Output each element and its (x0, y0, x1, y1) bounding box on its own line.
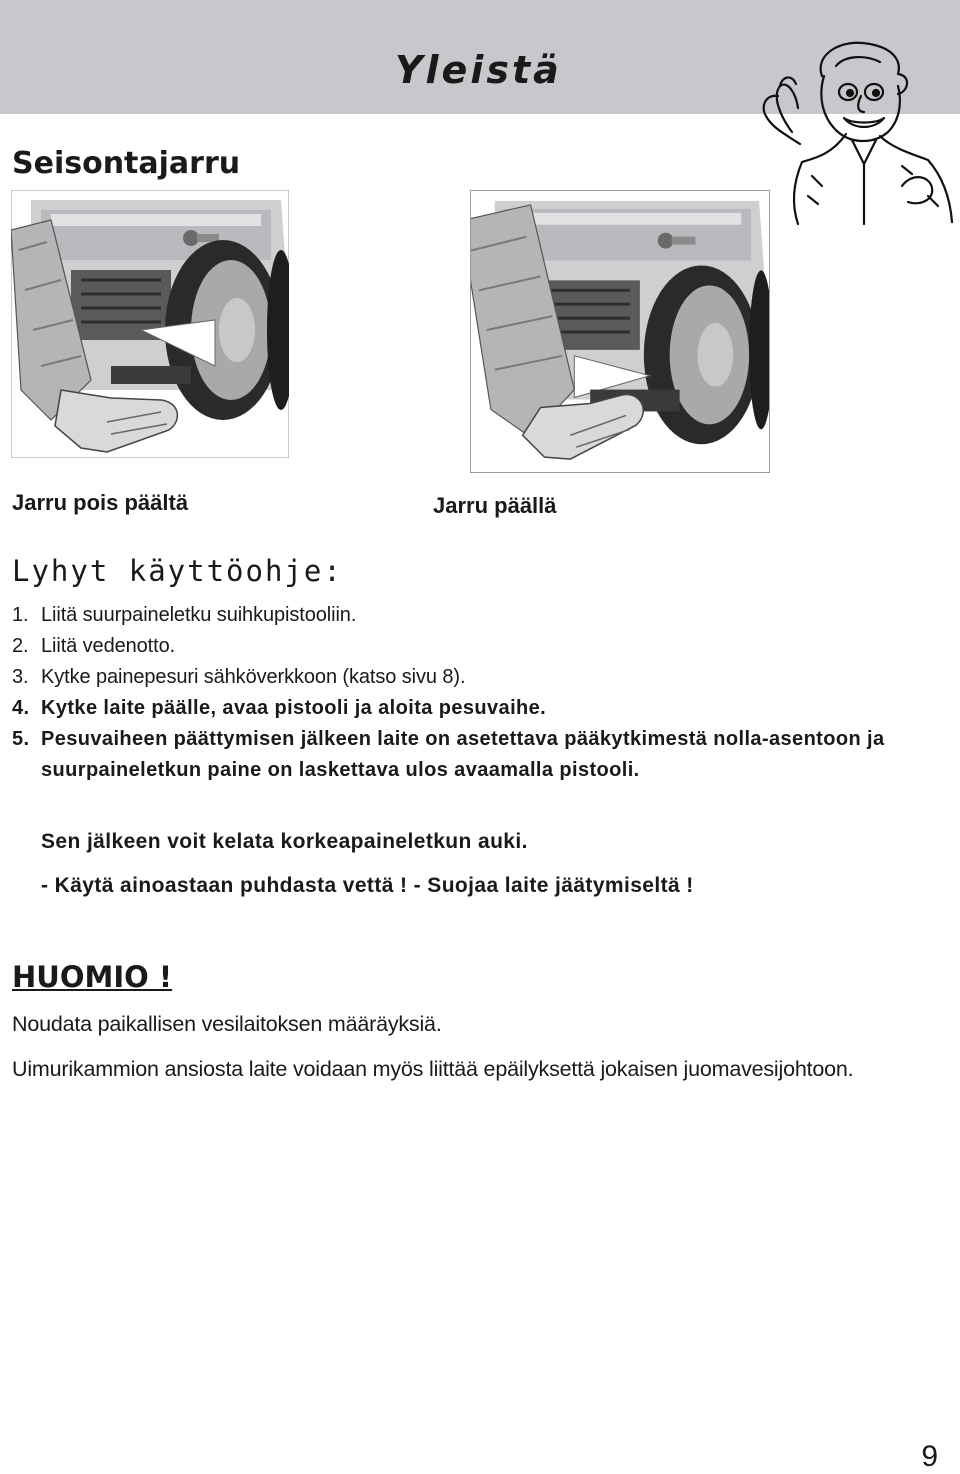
step-number: 3. (12, 666, 29, 688)
mascot-illustration (752, 36, 960, 226)
list-item (12, 600, 942, 631)
step-text: Pesuvaiheen päättymisen jälkeen laite on asetettava pääkytkimestä nolla-asentoon ja suurpaineletkun paine on laskettava ulos avaamalla pistooli. (41, 728, 885, 781)
brake-off-photo (11, 190, 289, 458)
instructions-paragraph: Sen jälkeen voit kelata korkeapaineletkun auki. (41, 830, 528, 853)
page-title: Yleistä (395, 48, 562, 92)
note-line: Noudata paikallisen vesilaitoksen määräyksiä. (12, 1012, 442, 1036)
page-number: 9 (921, 1440, 938, 1473)
brake-on-photo (470, 190, 770, 473)
section-title: Seisontajarru (12, 146, 241, 181)
step-text: Kytke laite päälle, avaa pistooli ja aloita pesuvaihe. (41, 697, 547, 719)
note-line: Uimurikammion ansiosta laite voidaan myös liittää epäilyksettä jokaisen juomavesijohtoon. (12, 1057, 854, 1081)
steps-list (12, 600, 942, 786)
step-number: 2. (12, 635, 29, 657)
caption-brake-on: Jarru päällä (433, 493, 557, 518)
note-heading: HUOMIO ! (12, 960, 173, 994)
list-item (12, 724, 942, 786)
step-number: 5. (12, 728, 30, 750)
step-text: Liitä suurpaineletku suihkupistooliin. (41, 604, 357, 626)
list-item (12, 631, 942, 662)
warning-paragraph: - Käytä ainoastaan puhdasta vettä ! - Suojaa laite jäätymiseltä ! (41, 874, 694, 897)
list-item (12, 662, 942, 693)
step-text: Kytke painepesuri sähköverkkoon (katso sivu 8). (41, 666, 466, 688)
step-number: 4. (12, 697, 30, 719)
instructions-title: Lyhyt käyttöohje: (12, 554, 343, 588)
list-item (12, 693, 942, 724)
caption-brake-off: Jarru pois päältä (12, 490, 189, 515)
step-text: Liitä vedenotto. (41, 635, 176, 657)
step-number: 1. (12, 604, 29, 626)
